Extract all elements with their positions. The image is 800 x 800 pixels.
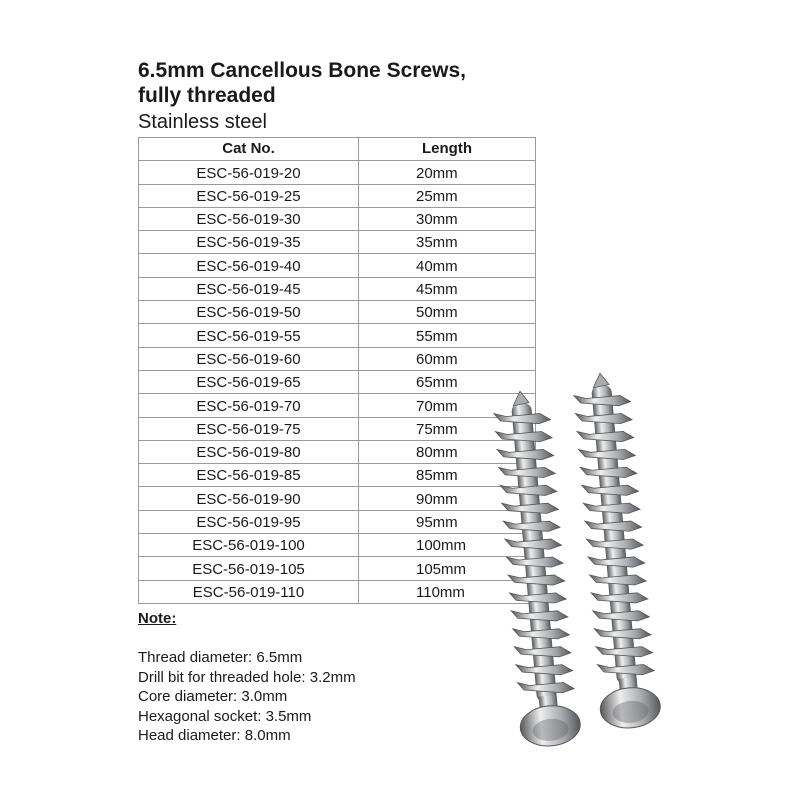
cat-no-cell: ESC-56-019-25 <box>139 184 359 207</box>
table-row <box>139 510 536 533</box>
length-cell: 55mm <box>359 324 536 347</box>
note-thread-diameter: Thread diameter: 6.5mm <box>138 649 303 666</box>
cat-no-cell: ESC-56-019-80 <box>139 440 359 463</box>
notes-list <box>138 648 356 746</box>
length-cell: 110mm <box>359 580 536 603</box>
cat-no-cell: ESC-56-019-65 <box>139 370 359 393</box>
cat-no-cell: ESC-56-019-55 <box>139 324 359 347</box>
length-cell: 90mm <box>359 487 536 510</box>
table-row <box>139 347 536 370</box>
catalog-table <box>138 137 536 604</box>
table-row <box>139 534 536 557</box>
table-row <box>139 417 536 440</box>
cat-no-cell: ESC-56-019-110 <box>139 580 359 603</box>
length-cell: 25mm <box>359 184 536 207</box>
length-cell: 80mm <box>359 440 536 463</box>
table-row <box>139 301 536 324</box>
cat-no-cell: ESC-56-019-50 <box>139 301 359 324</box>
note-heading: Note: <box>138 610 177 627</box>
subtitle: Stainless steel <box>138 111 267 133</box>
length-cell: 30mm <box>359 207 536 230</box>
header-cat-no: Cat No. <box>139 138 359 161</box>
table-row <box>139 184 536 207</box>
header-length: Length <box>359 138 536 161</box>
note-drill-bit: Drill bit for threaded hole: 3.2mm <box>138 668 356 686</box>
table-row <box>139 440 536 463</box>
note-head-diameter: Head diameter: 8.0mm <box>138 727 291 744</box>
table-row <box>139 487 536 510</box>
table-row <box>139 161 536 184</box>
cat-no-cell: ESC-56-019-90 <box>139 487 359 510</box>
table-header-row <box>139 138 536 161</box>
cat-no-cell: ESC-56-019-40 <box>139 254 359 277</box>
page-title <box>138 58 466 108</box>
table-row <box>139 580 536 603</box>
table-row <box>139 254 536 277</box>
screw-shaft <box>591 384 637 685</box>
length-cell: 105mm <box>359 557 536 580</box>
cat-no-cell: ESC-56-019-45 <box>139 277 359 300</box>
cat-no-cell: ESC-56-019-75 <box>139 417 359 440</box>
cat-no-cell: ESC-56-019-30 <box>139 207 359 230</box>
length-cell: 65mm <box>359 370 536 393</box>
table-row <box>139 277 536 300</box>
cat-no-cell: ESC-56-019-20 <box>139 161 359 184</box>
length-cell: 95mm <box>359 510 536 533</box>
title-line-2: fully threaded <box>138 84 276 107</box>
bone-screw-icon <box>572 370 672 742</box>
table-row <box>139 207 536 230</box>
cat-no-cell: ESC-56-019-35 <box>139 231 359 254</box>
note-hex-socket: Hexagonal socket: 3.5mm <box>138 707 312 725</box>
title-line-1: 6.5mm Cancellous Bone Screws, <box>138 59 466 82</box>
length-cell: 35mm <box>359 231 536 254</box>
table-row <box>139 394 536 417</box>
cat-no-cell: ESC-56-019-70 <box>139 394 359 417</box>
length-cell: 75mm <box>359 417 536 440</box>
length-cell: 40mm <box>359 254 536 277</box>
table-row <box>139 231 536 254</box>
table-row <box>139 370 536 393</box>
table-row <box>139 464 536 487</box>
table-row <box>139 557 536 580</box>
table-row <box>139 324 536 347</box>
cat-no-cell: ESC-56-019-85 <box>139 464 359 487</box>
cat-no-cell: ESC-56-019-60 <box>139 347 359 370</box>
length-cell: 45mm <box>359 277 536 300</box>
length-cell: 70mm <box>359 394 536 417</box>
length-cell: 85mm <box>359 464 536 487</box>
cat-no-cell: ESC-56-019-95 <box>139 510 359 533</box>
cat-no-cell: ESC-56-019-105 <box>139 557 359 580</box>
length-cell: 20mm <box>359 161 536 184</box>
length-cell: 100mm <box>359 534 536 557</box>
screw-shaft <box>511 402 557 703</box>
length-cell: 60mm <box>359 347 536 370</box>
note-core-diameter: Core diameter: 3.0mm <box>138 688 288 705</box>
length-cell: 50mm <box>359 301 536 324</box>
cat-no-cell: ESC-56-019-100 <box>139 534 359 557</box>
